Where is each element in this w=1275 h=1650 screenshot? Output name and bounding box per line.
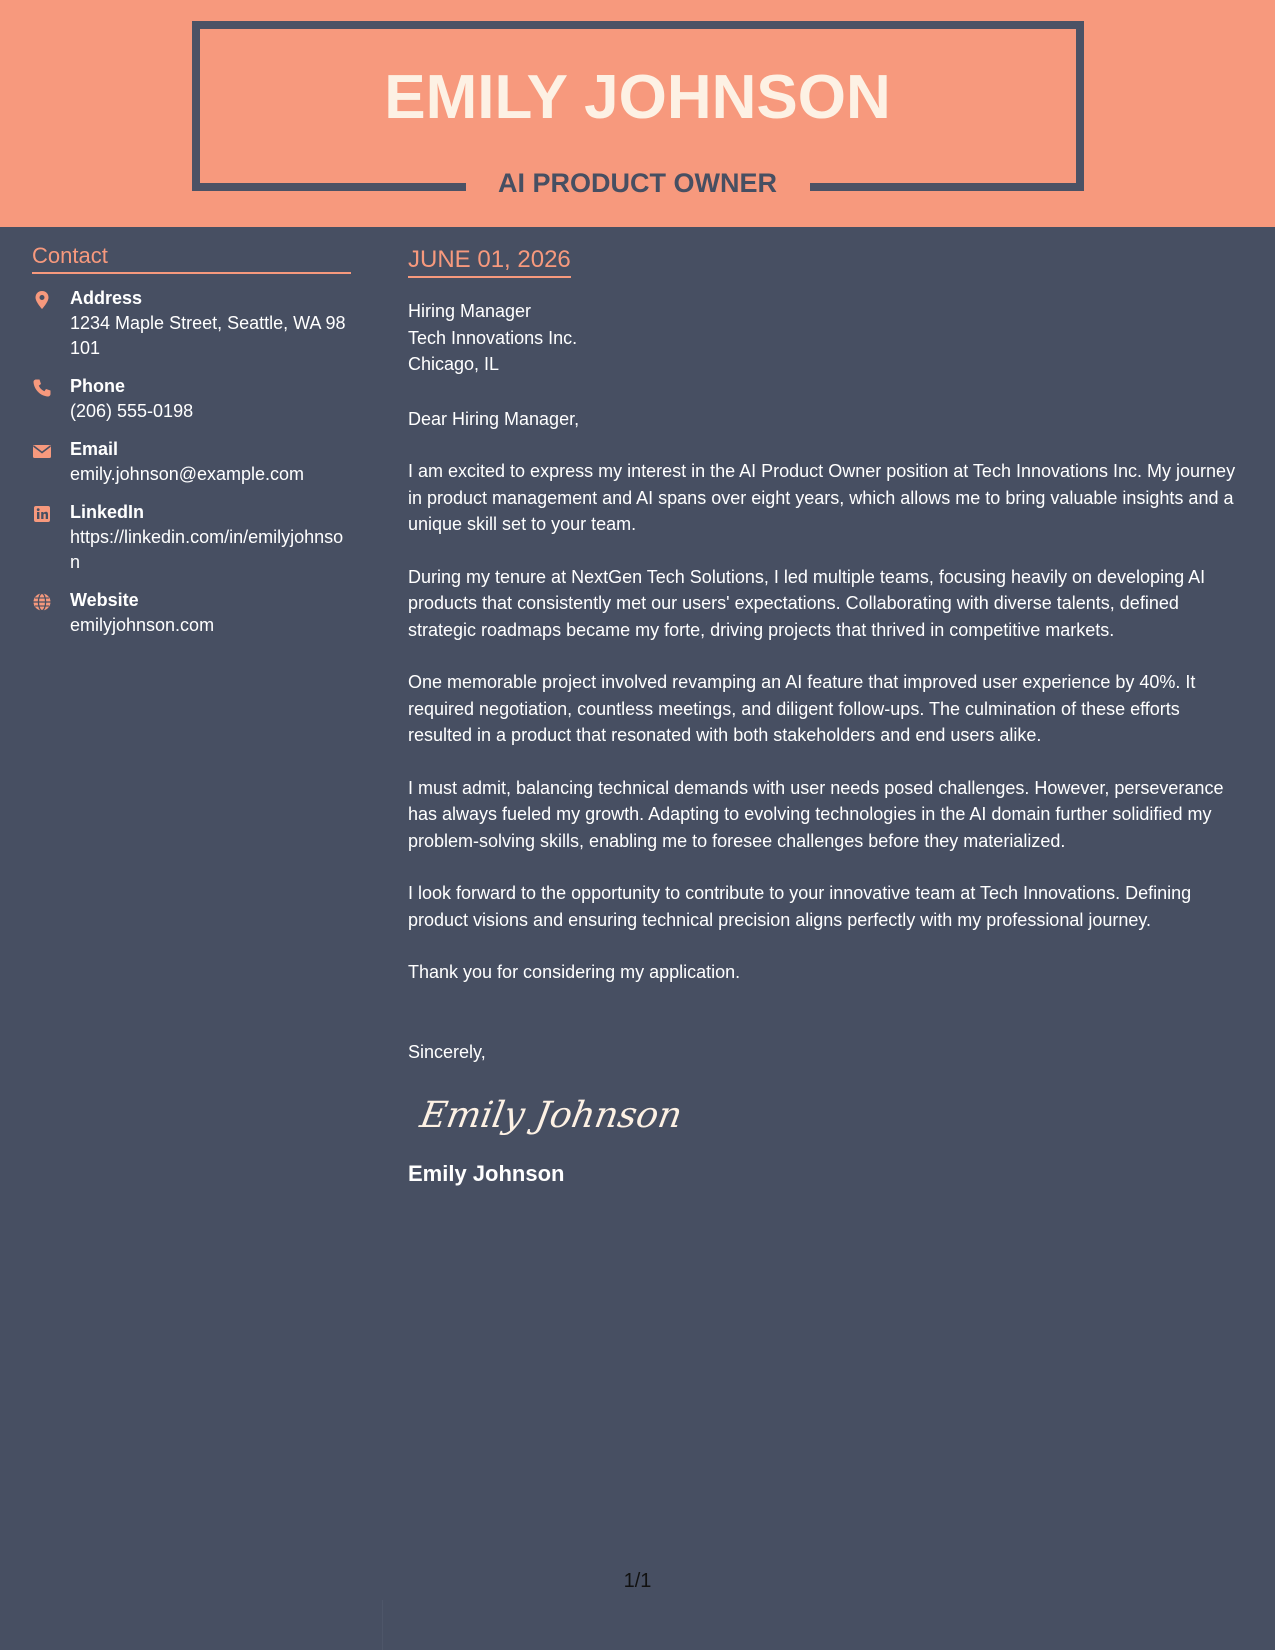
linkedin-icon <box>32 500 70 575</box>
header-band <box>0 0 1275 227</box>
contact-item-email <box>32 437 351 487</box>
contact-item-website <box>32 588 351 638</box>
address-value: 1234 Maple Street, Seattle, WA 98101 <box>70 313 346 358</box>
greeting: Dear Hiring Manager, <box>408 408 580 429</box>
recipient-title: Hiring Manager <box>408 301 532 321</box>
contact-label: Address <box>70 288 143 308</box>
contact-sidebar <box>32 240 351 651</box>
recipient-block <box>408 298 1240 378</box>
job-title: AI PRODUCT OWNER <box>498 168 777 198</box>
column-divider <box>382 1600 383 1650</box>
signature-text: Emily Johnson <box>417 1093 686 1136</box>
signer-name: Emily Johnson <box>408 1161 565 1186</box>
linkedin-value[interactable]: https://linkedin.com/in/emilyjohnson <box>70 527 344 572</box>
website-value[interactable]: emilyjohnson.com <box>70 615 215 635</box>
handwritten-signature <box>417 1085 686 1145</box>
contact-label: Website <box>70 590 139 610</box>
letter-paragraph: Thank you for considering my application. <box>408 962 741 982</box>
letter-body <box>408 243 1240 1189</box>
page-number: 1/1 <box>623 1570 652 1592</box>
contact-section-title: Contact <box>32 240 351 274</box>
letter-date: JUNE 01, 2026 <box>408 243 571 278</box>
recipient-location: Chicago, IL <box>408 354 500 374</box>
closing: Sincerely, <box>408 1041 486 1062</box>
map-pin-icon <box>32 286 70 361</box>
letter-paragraph: I am excited to express my interest in the AI Product Owner position at Tech Innovations Inc. My journey in product management and AI spans over eight years, which allows me to bring valuable insights and a unique skill set to your team. <box>408 461 1236 534</box>
phone-icon <box>32 374 70 424</box>
contact-item-address <box>32 286 351 361</box>
contact-item-linkedin <box>32 500 351 575</box>
contact-label: LinkedIn <box>70 502 145 522</box>
email-value[interactable]: emily.johnson@example.com <box>70 464 305 484</box>
envelope-icon <box>32 437 70 487</box>
contact-label: Phone <box>70 376 126 396</box>
recipient-company: Tech Innovations Inc. <box>408 327 578 348</box>
applicant-name: EMILY JOHNSON <box>384 63 891 132</box>
contact-item-phone <box>32 374 351 424</box>
letter-paragraph: I look forward to the opportunity to contribute to your innovative team at Tech Innovations. Defining product visions and ensuring technical precision aligns perfectly with my professional journey. <box>408 883 1192 930</box>
letter-paragraph: I must admit, balancing technical demands with user needs posed challenges. However, perseverance has always fueled my growth. Adapting to evolving technologies in the AI domain further solidified my problem-solving skills, enabling me to foresee challenges before they materialized. <box>408 777 1224 851</box>
phone-value: (206) 555-0198 <box>70 401 194 421</box>
contact-label: Email <box>70 439 119 459</box>
letter-paragraph: During my tenure at NextGen Tech Solutions, I led multiple teams, focusing heavily on developing AI products that consistently met our users' expectations. Collaborating with diverse talents, defined strategic roadmaps became my forte, driving projects that thrived in competitive markets. <box>408 566 1206 640</box>
globe-icon <box>32 588 70 638</box>
letter-paragraph: One memorable project involved revamping an AI feature that improved user experience by 40%. It required negotiation, countless meetings, and diligent follow-ups. The culmination of these efforts resulted in a product that resonated with both stakeholders and end users alike. <box>408 672 1196 745</box>
